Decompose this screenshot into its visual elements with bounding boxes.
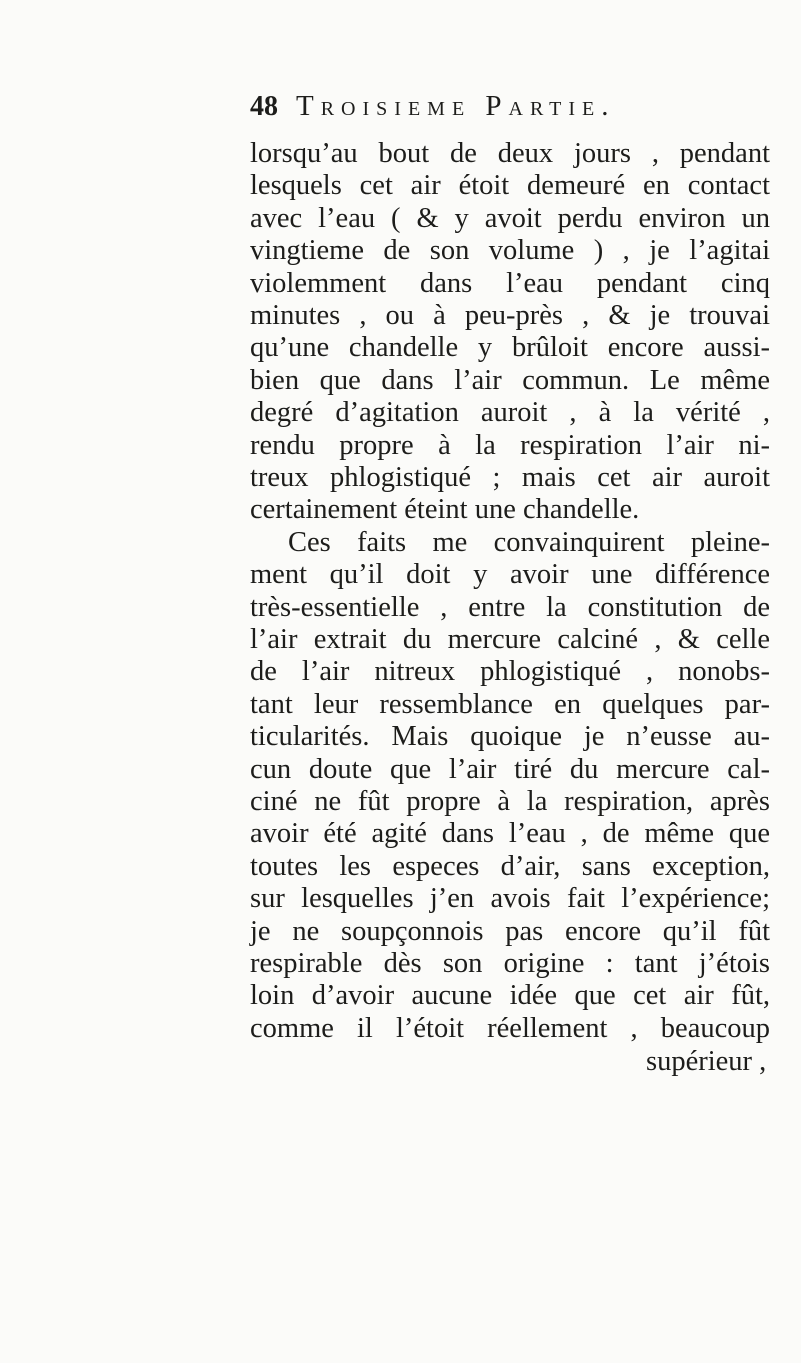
text-line: rendu propre à la respiration l’air ni- — [250, 429, 770, 461]
text-line: ticularités. Mais quoique je n’eusse au- — [250, 721, 770, 753]
text-line: minutes , ou à peu-près , & je trouvai — [250, 300, 770, 331]
running-title: Troisieme Partie. — [296, 90, 616, 122]
text-line: qu’une chandelle y brûloit encore aussi- — [250, 332, 770, 364]
text-line: toutes les especes d’air, sans exception, — [250, 850, 770, 882]
text-line: violemment dans l’eau pendant cinq — [250, 267, 770, 299]
text-line: loin d’avoir aucune idée que cet air fût, — [250, 980, 770, 1012]
page-number: 48 — [250, 91, 278, 122]
text-line: très-essentielle , entre la constitution de — [250, 591, 770, 623]
text-line: bien que dans l’air commun. Le même — [250, 364, 770, 396]
text-line: Ces faits me convainquirent pleine- — [288, 526, 770, 558]
text-line: tant leur ressemblance en quelques par- — [250, 688, 770, 720]
text-line: avec l’eau ( & y avoit perdu environ un — [250, 202, 770, 234]
text-line: respirable dès son origine : tant j’étois — [250, 948, 770, 979]
text-line: cun doute que l’air tiré du mercure cal- — [250, 753, 770, 785]
text-line: certainement éteint une chandelle. — [250, 494, 640, 526]
text-line: ciné ne fût propre à la respiration, après — [250, 786, 770, 817]
text-line: vingtieme de son volume ) , je l’agitai — [250, 235, 770, 267]
text-line: de l’air nitreux phlogistiqué , nonobs- — [250, 656, 770, 688]
running-head — [250, 90, 615, 130]
catchword: supérieur , — [646, 1046, 767, 1077]
text-line: ment qu’il doit y avoir une différence — [250, 559, 770, 591]
text-line: degré d’agitation auroit , à la vérité , — [250, 397, 770, 429]
text-line: sur lesquelles j’en avois fait l’expérience; — [250, 883, 770, 915]
text-line: comme il l’étoit réellement , beaucoup — [250, 1012, 770, 1044]
text-line: avoir été agité dans l’eau , de même que — [250, 818, 770, 850]
text-line: treux phlogistiqué ; mais cet air auroit — [250, 462, 770, 493]
text-line: lorsqu’au bout de deux jours , pendant — [250, 138, 770, 169]
text-line: lesquels cet air étoit demeuré en contact — [250, 170, 770, 202]
text-line: je ne soupçonnois pas encore qu’il fût — [250, 915, 770, 947]
text-line: l’air extrait du mercure calciné , & celle — [250, 624, 770, 655]
